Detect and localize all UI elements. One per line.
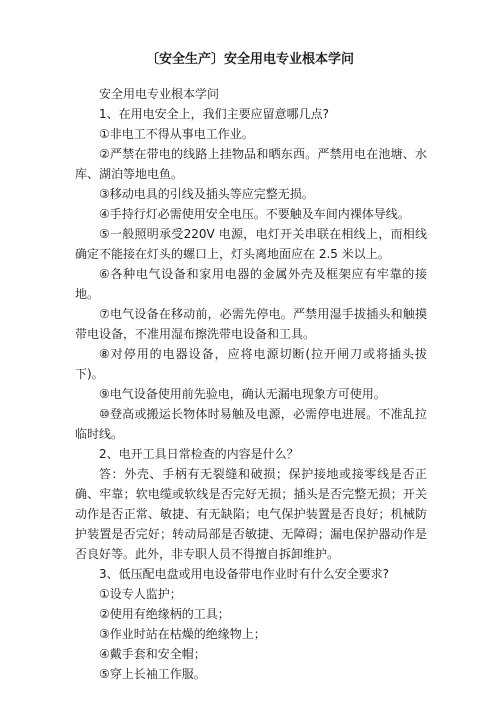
paragraph-question-1: 1、在用电安全上，我们主要应留意哪几点? [99, 107, 330, 121]
paragraph-item: ⑩登高或搬运长物体时易触及电源，必需停电进展。不准乱拉临时线。 [75, 407, 427, 441]
paragraph-item: ⑥各种电气设备和家用电器的金属外壳及框架应有牢靠的接地。 [75, 267, 427, 301]
paragraph-question-2: 2、电开工具日常检查的内容是什么？ [99, 447, 299, 461]
document-body [75, 84, 427, 684]
paragraph-item: ②使用有绝缘柄的工具； [99, 607, 230, 621]
paragraph-item: ②严禁在带电的线路上挂物品和晒东西。严禁用电在池塘、水库、湖泊等地电鱼。 [75, 147, 427, 181]
document-title: 〔安全生产〕安全用电专业根本学问 [145, 52, 354, 67]
paragraph-item: ⑤一般照明承受220V 电源，电灯开关串联在相线上，而相线确定不能接在灯头的螺口上，灯头离地面应在 2.5 米以上。 [75, 227, 427, 261]
paragraph-item: ④戴手套和安全帽； [99, 647, 206, 661]
paragraph-item: ③作业时站在枯燥的绝缘物上； [99, 627, 266, 641]
paragraph-item: ⑧对停用的电器设备，应将电源切断(拉开闸刀或将插头拔下)。 [75, 347, 427, 381]
paragraph-answer-2: 答：外壳、手柄有无裂缝和破损；保护接地或接零线是否正确、牢靠；软电缆或软线是否完好无损；插头是否完整无损；开关动作是否正常、敏捷、有无缺陷；电气保护装置是否良好；机械防护装置是否完好；转动局部是否敏捷、无障碍；漏电保护器动作是否良好等。此外，非专职人员不得擅自拆卸维护。 [75, 467, 427, 561]
paragraph-item: ⑤穿上长袖工作服。 [99, 667, 206, 681]
paragraph-item: ①非电工不得从事电工作业。 [99, 127, 254, 141]
paragraph-question-3: 3、低压配电盘或用电设备带电作业时有什么安全要求? [99, 567, 390, 581]
paragraph-item: ⑨电气设备使用前先验电，确认无漏电现象方可使用。 [99, 387, 386, 401]
paragraph-item: ③移动电具的引线及插头等应完整无损。 [99, 187, 314, 201]
paragraph-item: ④手持行灯必需使用安全电压。不要触及车间内裸体导线。 [99, 207, 410, 221]
paragraph-item: ①设专人监护； [99, 587, 182, 601]
paragraph-item: ⑦电气设备在移动前，必需先停电。严禁用湿手拔插头和触摸带电设备，不准用湿布擦洗带电设备和工具。 [75, 307, 427, 341]
paragraph-subtitle: 安全用电专业根本学问 [99, 87, 220, 101]
